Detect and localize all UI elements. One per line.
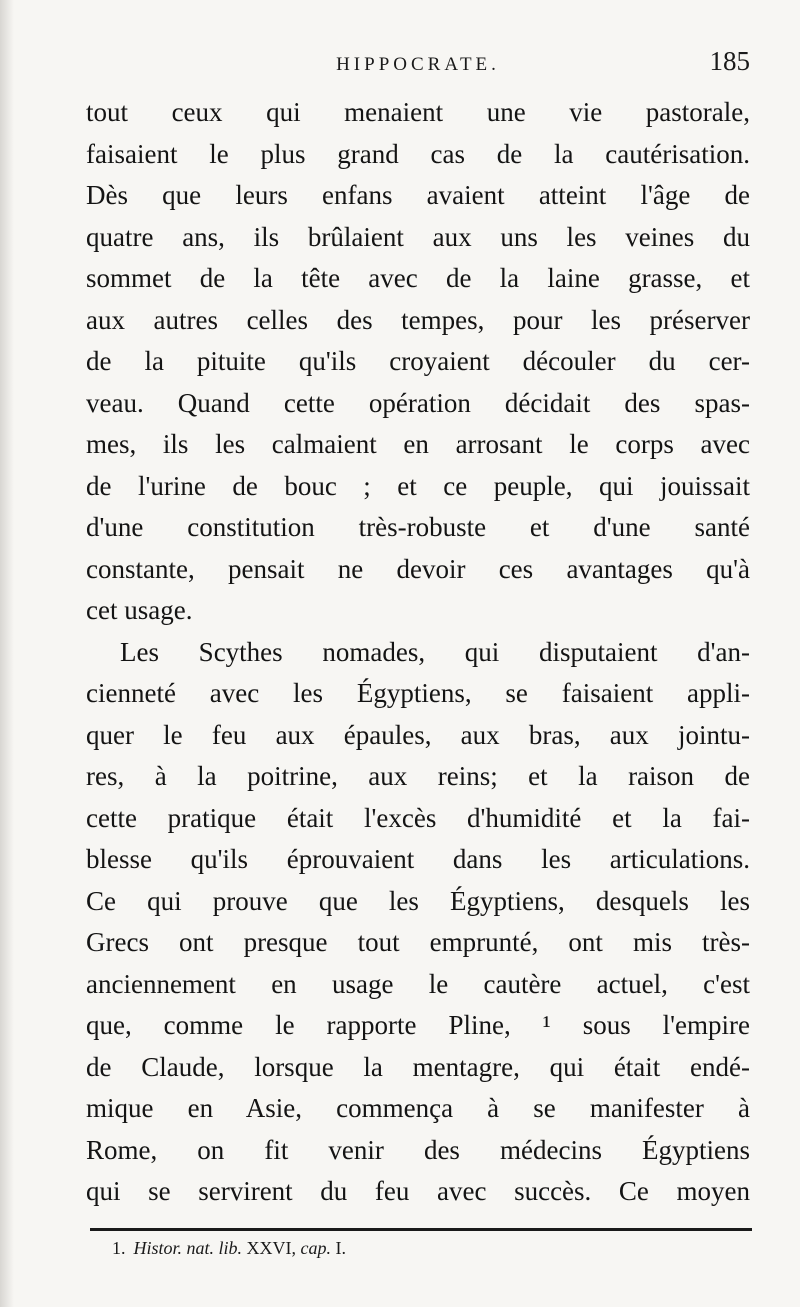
text-line: Grecs ont presque tout emprunté, ont mis très- xyxy=(86,927,750,957)
text-line: sommet de la tête avec de la laine grasse, et xyxy=(86,263,750,293)
body-text xyxy=(86,92,750,1213)
text-line: constante, pensait ne devoir ces avantages qu'à xyxy=(86,553,750,584)
text-line: aux autres celles des tempes, pour les préserver xyxy=(86,304,750,335)
text-line: de la pituite qu'ils croyaient découler du cer- xyxy=(86,346,750,376)
footnote-number: 1. xyxy=(112,1238,126,1258)
text-line: mes, ils les calmaient en arrosant le corps avec xyxy=(86,429,750,459)
text-line: res, à la poitrine, aux reins; et la raison de xyxy=(86,761,750,791)
text-line: anciennement en usage le cautère actuel, c'est xyxy=(86,968,750,999)
text-line: de Claude, lorsque la mentagre, qui était endé- xyxy=(86,1051,750,1082)
page-number: 185 xyxy=(709,46,750,76)
running-title: HIPPOCRATE. xyxy=(336,54,500,75)
footnote-source: Histor. nat. lib. xyxy=(133,1238,243,1258)
footnote-chapter: I. xyxy=(331,1238,347,1258)
text-line: d'une constitution très-robuste et d'une santé xyxy=(86,512,750,542)
text-line: quatre ans, ils brûlaient aux uns les veines du xyxy=(86,221,750,252)
text-line: quer le feu aux épaules, aux bras, aux jointu- xyxy=(86,719,750,750)
text-line: blesse qu'ils éprouvaient dans les articulations. xyxy=(86,844,750,874)
text-line: faisaient le plus grand cas de la cautérisation. xyxy=(86,138,750,169)
text-line: cienneté avec les Égyptiens, se faisaient appli- xyxy=(86,678,750,708)
text-line: cet usage. xyxy=(86,595,193,625)
footnote-divider xyxy=(90,1228,752,1231)
text-line: mique en Asie, commença à se manifester à xyxy=(86,1093,750,1123)
text-line: Dès que leurs enfans avaient atteint l'âge de xyxy=(86,180,750,210)
text-line: cette pratique était l'excès d'humidité et la fai- xyxy=(86,802,750,833)
text-line: qui se servirent du feu avec succès. Ce moyen xyxy=(86,1176,750,1206)
text-line: que, comme le rapporte Pline, ¹ sous l'empire xyxy=(86,1010,750,1040)
text-line: veau. Quand cette opération décidait des spas- xyxy=(86,387,750,418)
text-line: Ce qui prouve que les Égyptiens, desquels les xyxy=(86,885,750,916)
footnote xyxy=(112,1238,346,1259)
text-line: Rome, on fit venir des médecins Égyptiens xyxy=(86,1134,750,1165)
text-line: tout ceux qui menaient une vie pastorale, xyxy=(86,97,750,127)
footnote-book: XXVI, xyxy=(242,1238,301,1258)
text-line: de l'urine de bouc ; et ce peuple, qui jouissait xyxy=(86,470,750,501)
page-header xyxy=(86,46,750,86)
footnote-chapter-label: cap. xyxy=(300,1238,332,1258)
text-line: Les Scythes nomades, qui disputaient d'an- xyxy=(120,636,750,667)
